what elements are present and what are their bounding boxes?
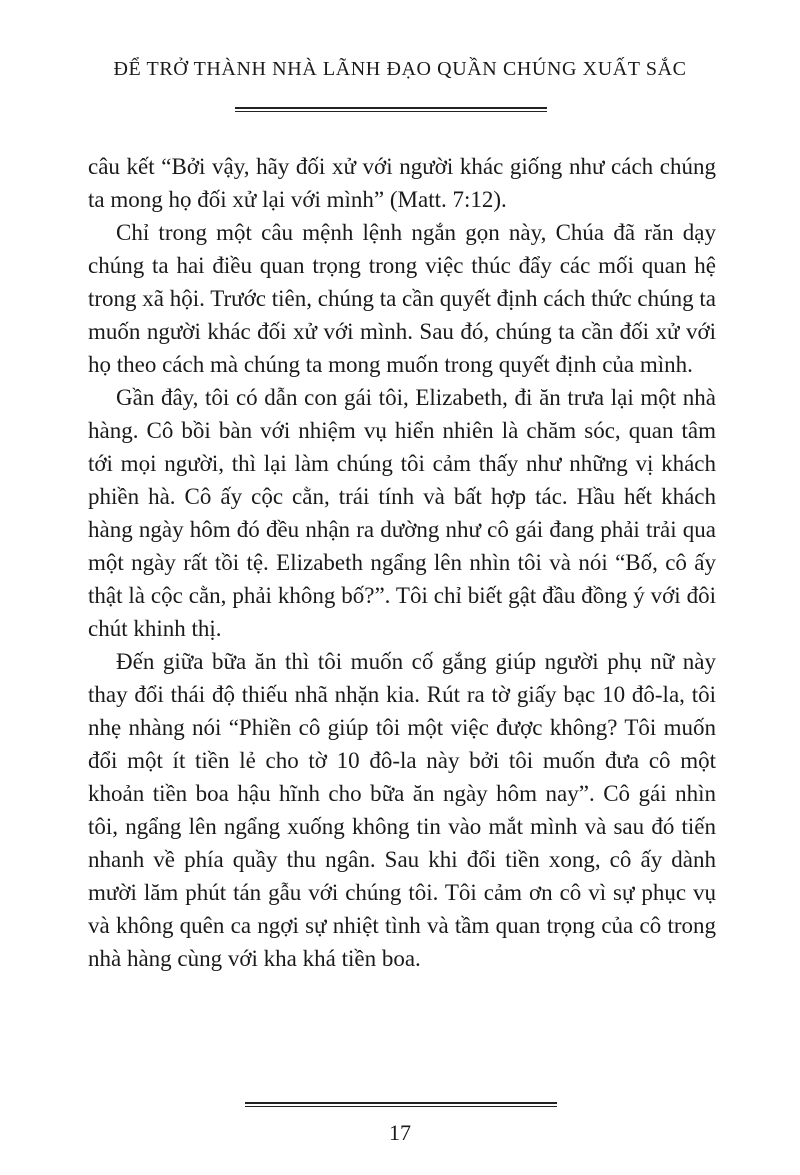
paragraph: câu kết “Bởi vậy, hãy đối xử với người khác giống như cách chúng ta mong họ đối xử lại với mình” (Matt. 7:12). <box>88 154 716 212</box>
paragraph: Chỉ trong một câu mệnh lệnh ngắn gọn này, Chúa đã răn dạy chúng ta hai điều quan trọng trong việc thúc đẩy các mối quan hệ trong xã hội. Trước tiên, chúng ta cần quyết định cách thức chúng ta muốn người khác đối xử với mình. Sau đó, chúng ta cần đối xử với họ theo cách mà chúng ta mong muốn trong quyết định của mình. <box>88 220 716 377</box>
footer-rule <box>245 1102 557 1107</box>
header-rule <box>235 107 547 112</box>
body-text <box>88 150 716 975</box>
running-header-title: ĐỂ TRỞ THÀNH NHÀ LÃNH ĐẠO QUẦN CHÚNG XUẤT SẮC <box>113 58 687 80</box>
paragraph: Đến giữa bữa ăn thì tôi muốn cố gắng giúp người phụ nữ này thay đổi thái độ thiếu nhã nhặn kia. Rút ra tờ giấy bạc 10 đô-la, tôi nhẹ nhàng nói “Phiền cô giúp tôi một việc được không? Tôi muốn đổi một ít tiền lẻ cho tờ 10 đô-la này bởi tôi muốn đưa cô một khoản tiền boa hậu hĩnh cho bữa ăn ngày hôm nay”. Cô gái nhìn tôi, ngẩng lên ngẩng xuống không tin vào mắt mình và sau đó tiến nhanh về phía quầy thu ngân. Sau khi đổi tiền xong, cô ấy dành mười lăm phút tán gẫu với chúng tôi. Tôi cảm ơn cô vì sự phục vụ và không quên ca ngợi sự nhiệt tình và tầm quan trọng của cô trong nhà hàng cùng với kha khá tiền boa. <box>88 649 716 971</box>
page-number: 17 <box>389 1120 411 1145</box>
paragraph: Gần đây, tôi có dẫn con gái tôi, Elizabeth, đi ăn trưa lại một nhà hàng. Cô bồi bàn với nhiệm vụ hiển nhiên là chăm sóc, quan tâm tới mọi người, thì lại làm chúng tôi cảm thấy như những vị khách phiền hà. Cô ấy cộc cằn, trái tính và bất hợp tác. Hầu hết khách hàng ngày hôm đó đều nhận ra dường như cô gái đang phải trải qua một ngày rất tồi tệ. Elizabeth ngẩng lên nhìn tôi và nói “Bố, cô ấy thật là cộc cằn, phải không bố?”. Tôi chỉ biết gật đầu đồng ý với đôi chút khinh thị. <box>88 385 716 641</box>
